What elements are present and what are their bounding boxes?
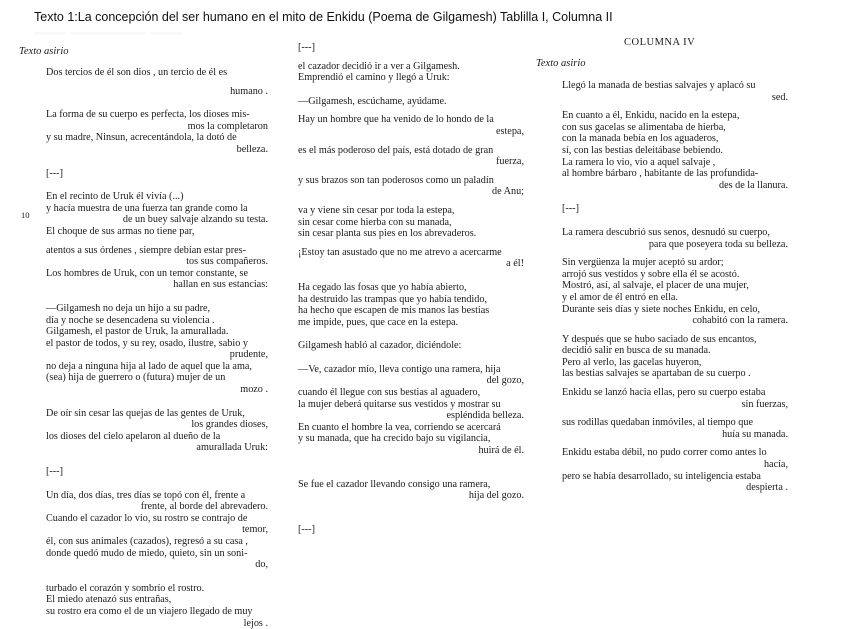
- text-line: Gilgamesh habló al cazador, diciéndole:: [298, 340, 462, 352]
- text-line: El choque de sus armas no tiene par,: [46, 225, 195, 237]
- text-line: no deja a ninguna hija al lado de aquel que la ama,: [46, 360, 252, 372]
- text-line: despierta .: [746, 482, 788, 494]
- text-line: ha hecho que escapen de mis manos las bestias: [298, 305, 490, 317]
- text-line: la mujer deberá quitarse sus vestidos y mostrar su: [298, 398, 501, 410]
- text-line: Cuando el cazador lo vio, su rostro se contrajo de: [46, 512, 248, 524]
- text-line: ha destruido las trampas que yo había tendido,: [298, 293, 487, 305]
- text-line: belleza.: [236, 143, 268, 155]
- text-line: sin cesar planta sus pies en los abrevaderos.: [298, 228, 477, 240]
- text-line: hacía,: [763, 459, 788, 471]
- text-line: fuerza,: [496, 156, 524, 168]
- text-line: atentos a sus órdenes , siempre debían estar pres-: [46, 244, 247, 256]
- text-line: y sus brazos son tan poderosos como un paladín: [298, 174, 494, 186]
- text-line: espléndida belleza.: [446, 410, 524, 422]
- text-line: con la manada bebía en los aguaderos,: [562, 133, 719, 145]
- text-line: con sus gacelas se alimentaba de hierba,: [562, 121, 726, 133]
- text-line: para que poseyera toda su belleza.: [648, 238, 788, 250]
- line-number: 10: [21, 210, 30, 220]
- text-line: mozo .: [240, 384, 268, 396]
- text-line: Dos tercios de él son dios , un tercio de él es: [46, 67, 228, 78]
- text-line: y el amor de él entró en ella.: [562, 291, 678, 303]
- text-line: La forma de su cuerpo es perfecta, los dioses mis-: [46, 109, 250, 121]
- text-line: hallan en sus estancias:: [173, 279, 268, 291]
- text-line: sí, con las bestias deleitábase bebiendo.: [562, 144, 723, 156]
- lacuna-mark: [---]: [46, 167, 63, 179]
- text-line: Se fue el cazador llevando consigo una ramera,: [298, 478, 491, 490]
- text-line: el pastor de todos, y su rey, osado, ilustre, sabio y: [46, 337, 248, 349]
- text-line: temor,: [242, 524, 268, 536]
- text-line: Emprendió el camino y llegó a Uruk:: [298, 72, 450, 84]
- text-line: Mostró, así, al salvaje, el placer de una mujer,: [562, 280, 749, 292]
- text-line: sed.: [771, 91, 788, 103]
- text-line: cuando él llegue con sus bestias al aguadero,: [298, 387, 481, 399]
- text-line: los grandes dioses,: [191, 419, 268, 431]
- faint-header: ——— ——————— ———: [34, 27, 184, 39]
- text-line: lejos .: [243, 617, 268, 629]
- text-line: al hombre bárbaro , habitante de las profundida-: [562, 168, 759, 180]
- text-line: el cazador decidió ir a ver a Gilgamesh.: [298, 60, 460, 72]
- lacuna-mark: [---]: [298, 523, 315, 535]
- text-line: huía su manada.: [722, 428, 788, 440]
- text-line: Pero al verlo, las gacelas huyeron,: [562, 356, 702, 368]
- text-line: decidió salir en busca de su manada.: [562, 345, 711, 357]
- text-line: Y después que se hubo saciado de sus encantos,: [562, 333, 757, 345]
- text-line: ¡Estoy tan asustado que no me atrevo a acercarme: [298, 246, 502, 258]
- text-line: De oír sin cesar las quejas de las gentes de Uruk,: [46, 407, 245, 419]
- heading-left: Texto asirio: [19, 46, 69, 57]
- text-line: cohabitó con la ramera.: [692, 315, 788, 327]
- text-line: sus rodillas quedaban inmóviles, al tiempo que: [562, 417, 753, 429]
- text-line: Los hombres de Uruk, con un temor constante, se: [46, 267, 249, 279]
- text-line: Ha cegado las fosas que yo había abierto,: [298, 281, 467, 293]
- text-line: —Gilgamesh no deja un hijo a su padre,: [46, 302, 211, 314]
- text-line: y su manada, que ha crecido bajo su vigilancia,: [298, 433, 491, 445]
- lacuna-mark: [---]: [298, 42, 315, 53]
- text-line: estepa,: [495, 125, 524, 137]
- text-line: hija del gozo.: [468, 490, 524, 502]
- text-line: prudente,: [229, 349, 268, 361]
- text-line: Un día, dos días, tres días se topó con él, frente a: [46, 489, 246, 501]
- text-line: es el más poderoso del país, está dotado de gran: [298, 144, 494, 156]
- lacuna-mark: [---]: [562, 203, 579, 215]
- text-line: él, con sus animales (cazados), regresó a su casa ,: [46, 536, 248, 547]
- text-line: Sin vergüenza la mujer aceptó su ardor;: [562, 257, 724, 269]
- text-line: pero se había desarrollado, su inteligencia estaba: [562, 470, 761, 482]
- column-2: [298, 42, 524, 535]
- column-3: [562, 80, 788, 494]
- text-line: a él!: [506, 258, 524, 270]
- text-line: huirá de él.: [478, 445, 524, 457]
- text-line: turbado el corazón y sombrío el rostro.: [46, 582, 205, 594]
- text-line: de un buey salvaje alzando su testa.: [122, 214, 268, 226]
- text-line: El miedo atenazó sus entrañas,: [46, 594, 172, 606]
- text-line: y hacía muestra de una fuerza tan grande como la: [46, 202, 248, 214]
- text-line: La ramera descubrió sus senos, desnudó su cuerpo,: [562, 226, 770, 238]
- text-line: Enkidu se lanzó hacia ellas, pero su cuerpo estaba: [562, 387, 766, 399]
- text-line: En cuanto el hombre la vea, corriendo se acercará: [298, 421, 501, 433]
- text-line: su rostro era como el de un viajero llegado de muy: [46, 605, 253, 617]
- text-line: Gilgamesh, el pastor de Uruk, la amurallada.: [46, 326, 229, 338]
- text-line: arrojó sus vestidos y sobre ella él se acostó.: [562, 268, 740, 280]
- text-line: del gozo,: [486, 375, 524, 387]
- text-line: —Ve, cazador mío, lleva contigo una ramera, hija: [298, 363, 501, 375]
- text-line: mos la completaron: [187, 120, 268, 132]
- text-line: Durante seis días y siete noches Enkidu, en celo,: [562, 303, 761, 315]
- text-line: des de la llanura.: [718, 179, 788, 191]
- text-line: donde quedó mudo de miedo, quieto, sin un soni-: [46, 547, 248, 559]
- text-line: —Gilgamesh, escúchame, ayúdame.: [298, 95, 447, 107]
- text-line: En cuanto a él, Enkidu, nacido en la estepa,: [562, 110, 740, 122]
- column-label: COLUMNA IV: [624, 37, 696, 48]
- text-line: me impide, pues, que cace en la estepa.: [298, 316, 459, 328]
- text-line: sin cesar come hierba con su manada,: [298, 216, 452, 228]
- text-line: En el recinto de Uruk él vivía (...): [46, 191, 184, 203]
- text-line: amurallada Uruk:: [196, 442, 268, 454]
- text-line: do,: [255, 559, 268, 571]
- text-line: (sea) hija de guerrero o (futura) mujer de un: [46, 372, 226, 384]
- text-line: Enkidu estaba débil, no pudo correr como antes lo: [562, 447, 767, 459]
- lacuna-mark: [---]: [46, 466, 63, 478]
- text-line: día y noche se desencadena su violencia .: [46, 314, 215, 326]
- text-line: y su madre, Ninsun, acrecentándola, la dotó de: [46, 132, 237, 144]
- text-line: va y viene sin cesar por toda la estepa,: [298, 204, 455, 216]
- text-line: tos sus compañeros.: [186, 256, 268, 268]
- text-line: los dioses del cielo apelaron al dueño de la: [46, 430, 221, 442]
- text-line: Hay un hombre que ha venido de lo hondo de la: [298, 114, 494, 126]
- text-line: humano .: [230, 85, 268, 97]
- text-line: de Anu;: [492, 186, 524, 198]
- page-title: Texto 1:La concepción del ser humano en el mito de Enkidu (Poema de Gilgamesh) Tablilla I, Columna II: [34, 10, 613, 24]
- text-line: Llegó la manada de bestias salvajes y aplacó su: [562, 80, 756, 91]
- text-line: sin fuerzas,: [741, 398, 788, 410]
- column-1: [46, 67, 268, 629]
- text-line: frente, al borde del abrevadero.: [140, 501, 268, 513]
- text-line: La ramera lo vio, vio a aquel salvaje ,: [562, 156, 716, 168]
- heading-right: Texto asirio: [536, 58, 586, 69]
- text-line: las bestias salvajes se apartaban de su cuerpo .: [562, 368, 751, 380]
